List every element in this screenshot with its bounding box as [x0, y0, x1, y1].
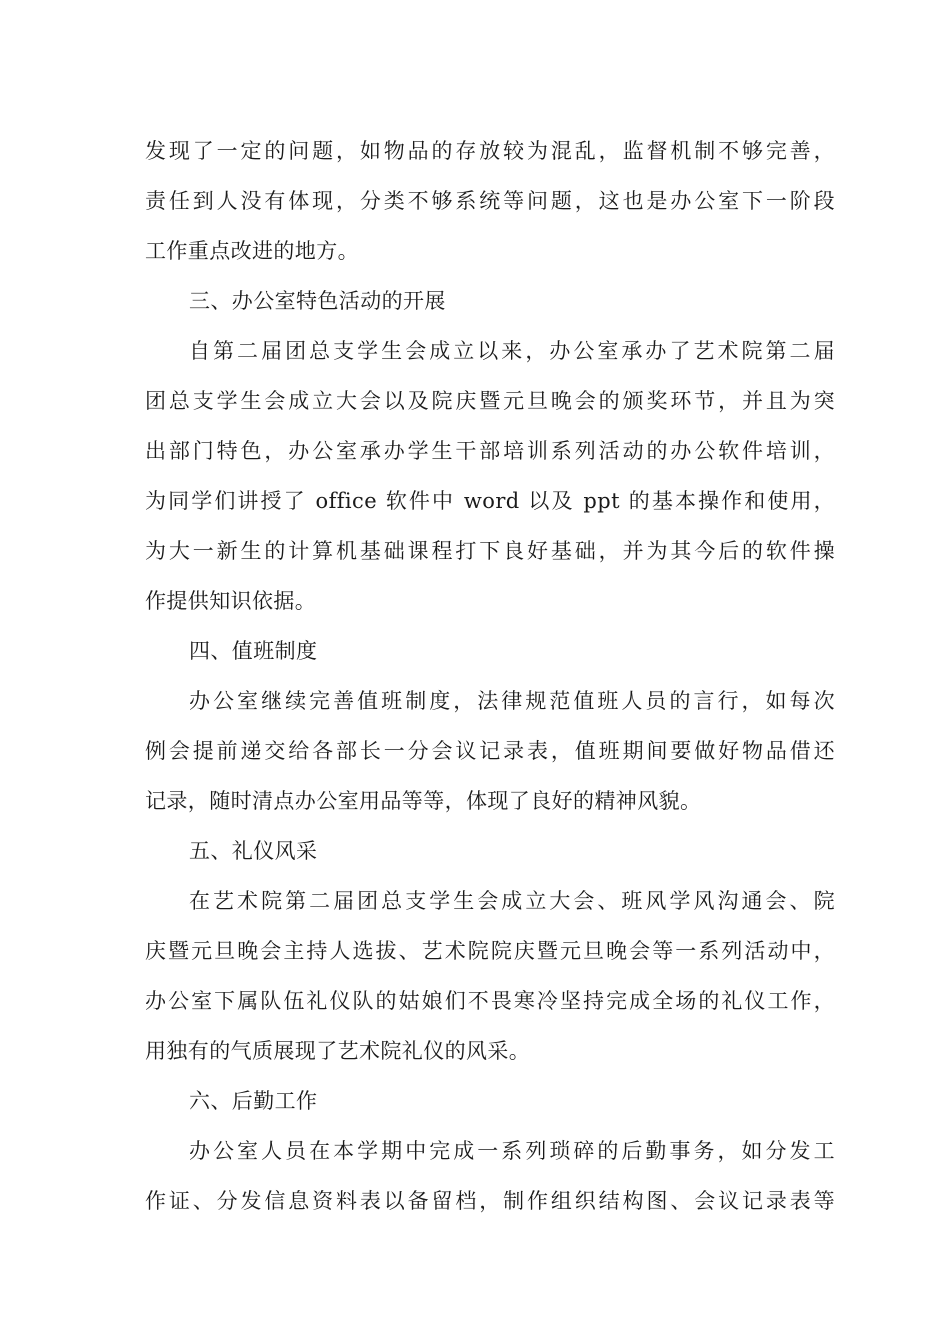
text-line: 为同学们讲授了 office 软件中 word 以及 ppt 的基本操作和使用，: [145, 489, 835, 513]
text-line: 办公室人员在本学期中完成一系列琐碎的后勤事务，如分发工: [189, 1139, 835, 1163]
text-line: 团总支学生会成立大会以及院庆暨元旦晚会的颁奖环节，并且为突: [145, 389, 835, 413]
text-line: 六、后勤工作: [189, 1089, 318, 1113]
text-line: 为大一新生的计算机基础课程打下良好基础，并为其今后的软件操: [145, 539, 835, 563]
text-line: 作提供知识依据。: [145, 589, 317, 613]
text-line: 责任到人没有体现，分类不够系统等问题，这也是办公室下一阶段: [145, 189, 835, 213]
text-line: 出部门特色，办公室承办学生干部培训系列活动的办公软件培训，: [145, 439, 835, 463]
text-line: 用独有的气质展现了艺术院礼仪的风采。: [145, 1039, 531, 1063]
text-line: 办公室下属队伍礼仪队的姑娘们不畏寒冷坚持完成全场的礼仪工作，: [145, 989, 835, 1013]
text-line: 三、办公室特色活动的开展: [189, 289, 446, 313]
text-line: 自第二届团总支学生会成立以来，办公室承办了艺术院第二届: [189, 339, 835, 363]
text-line: 四、值班制度: [189, 639, 318, 663]
text-line: 办公室继续完善值班制度，法律规范值班人员的言行，如每次: [189, 689, 835, 713]
text-line: 在艺术院第二届团总支学生会成立大会、班风学风沟通会、院: [189, 889, 835, 913]
document-body: [145, 126, 835, 1226]
text-line: 例会提前递交给各部长一分会议记录表，值班期间要做好物品借还: [145, 739, 835, 763]
text-line: 作证、分发信息资料表以备留档，制作组织结构图、会议记录表等: [145, 1189, 835, 1213]
text-line: 发现了一定的问题，如物品的存放较为混乱，监督机制不够完善，: [145, 139, 835, 163]
text-line: 五、礼仪风采: [189, 839, 318, 863]
text-line: 工作重点改进的地方。: [145, 239, 359, 263]
text-line: 庆暨元旦晚会主持人选拔、艺术院院庆暨元旦晚会等一系列活动中，: [145, 939, 835, 963]
text-line: 记录，随时清点办公室用品等等，体现了良好的精神风貌。: [145, 789, 702, 813]
